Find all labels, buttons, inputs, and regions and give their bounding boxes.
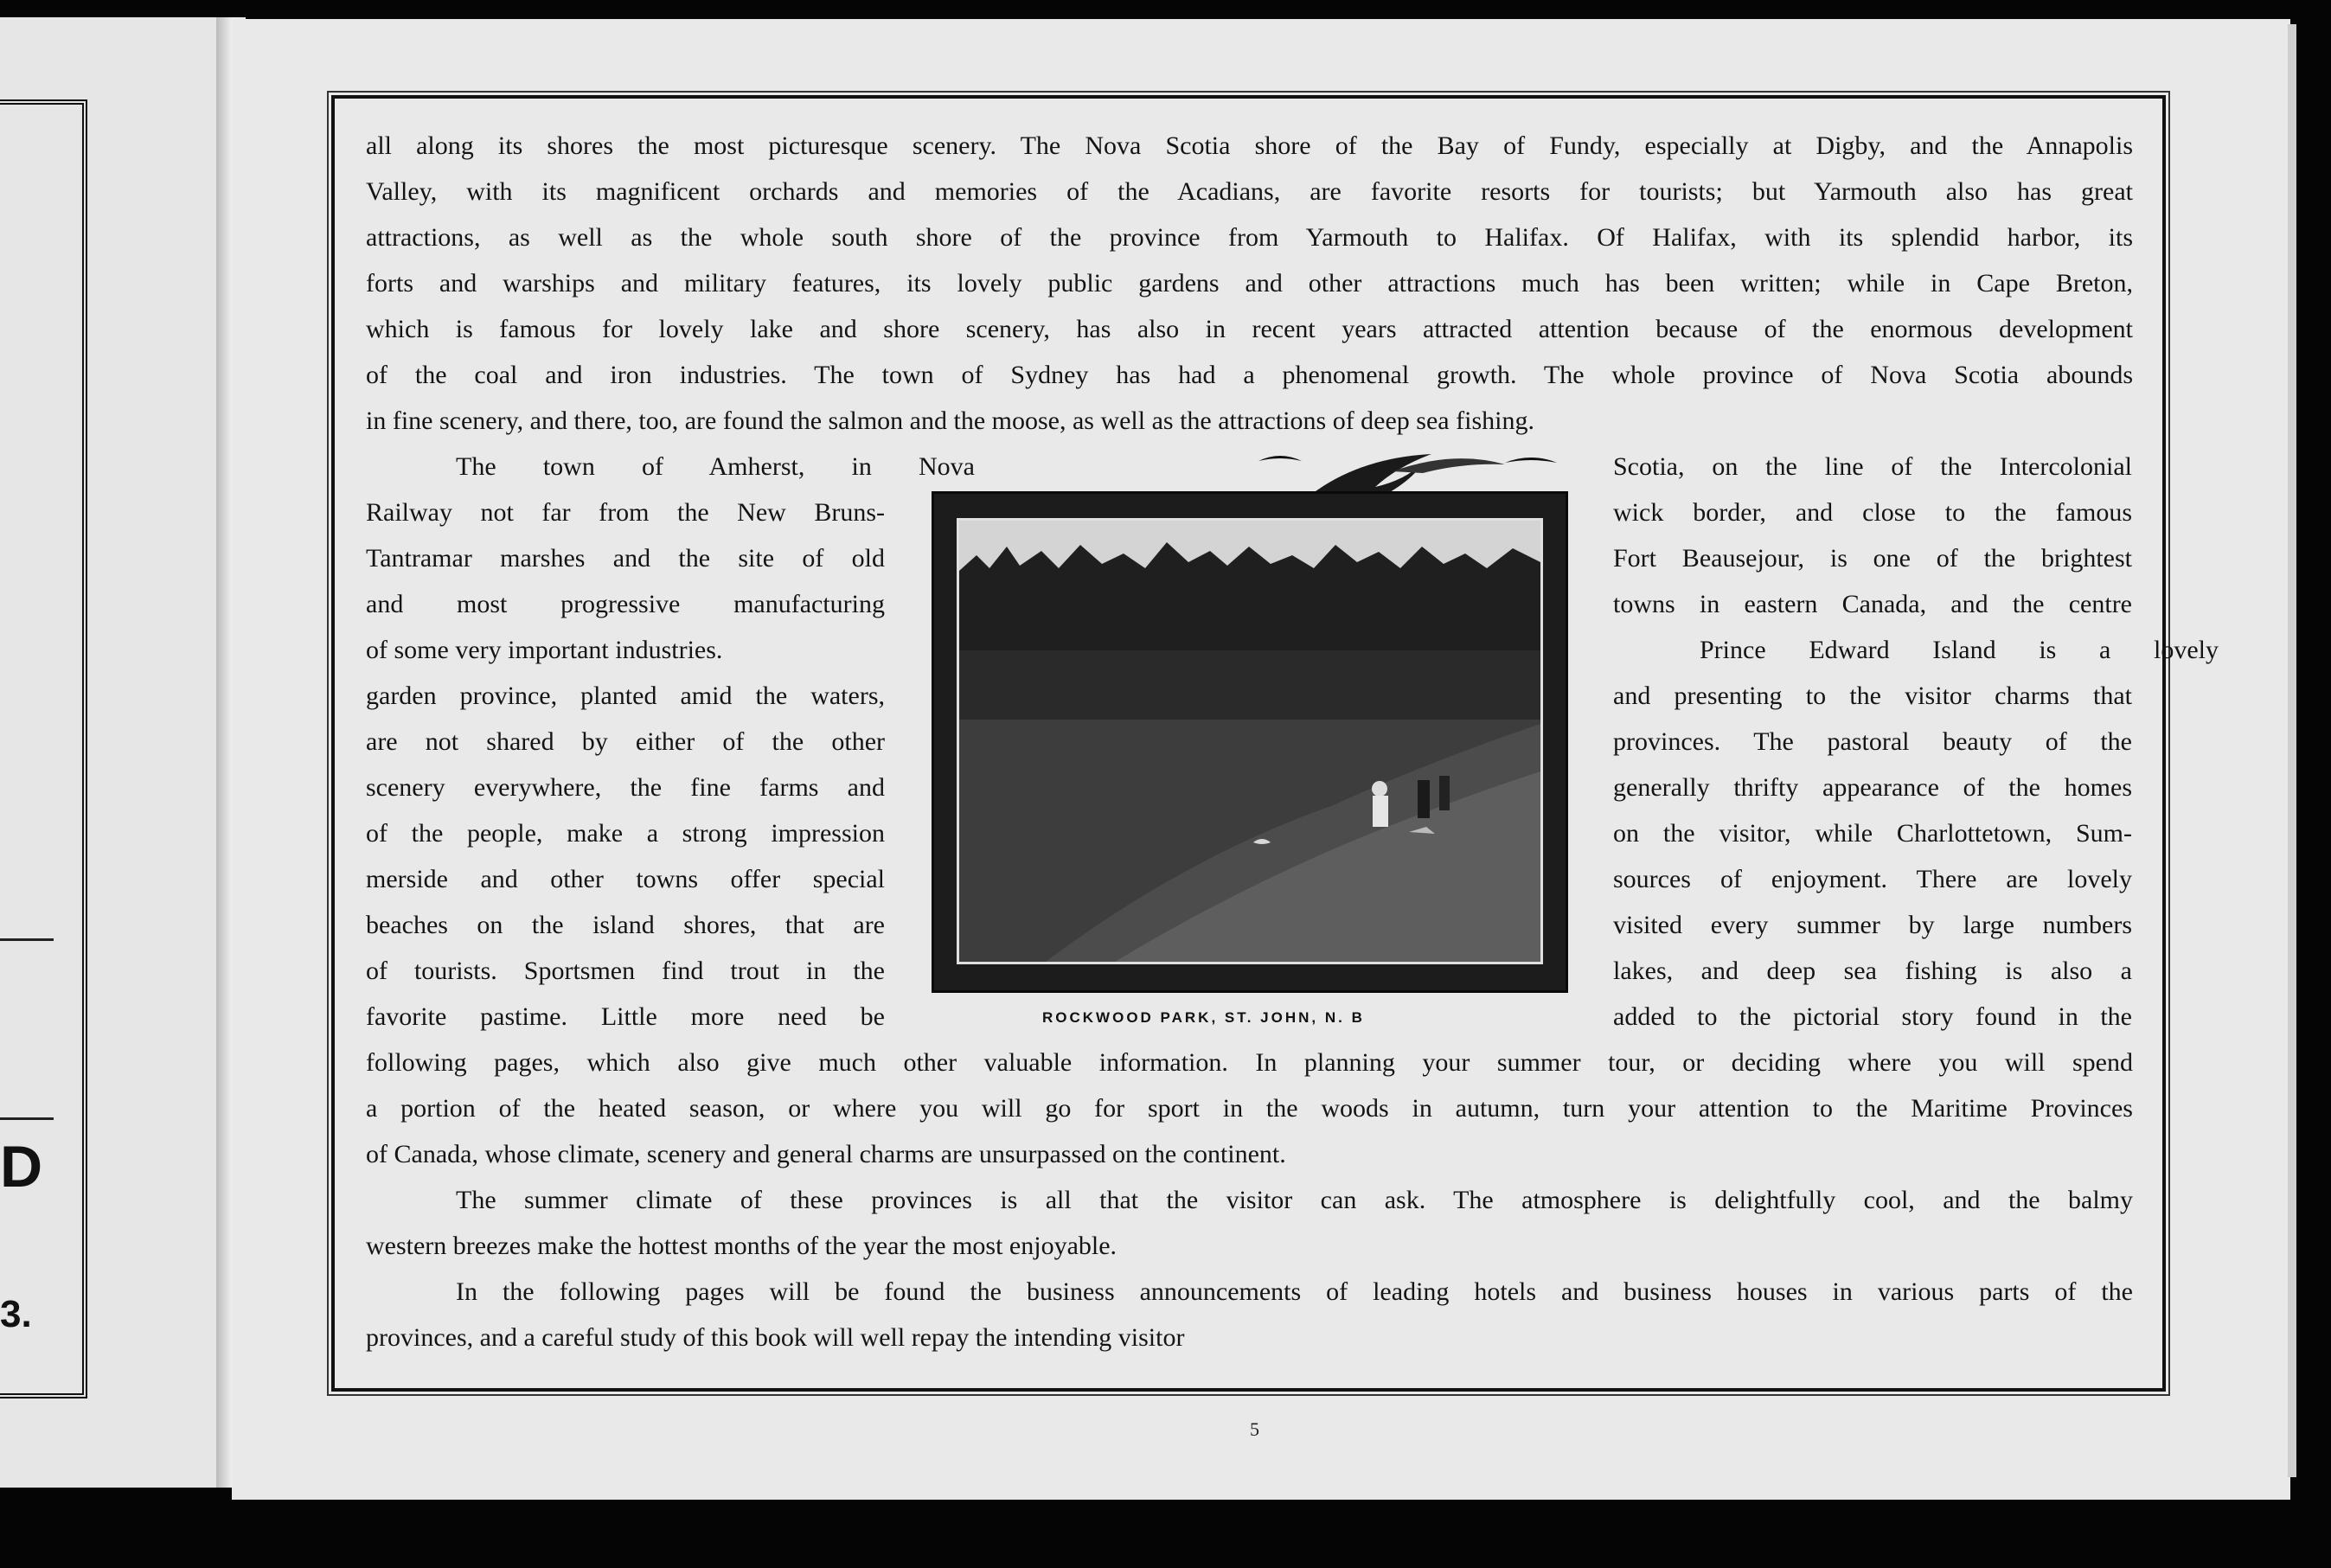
left-page-rule: [0, 938, 54, 941]
column-line: lakes, and deep sea fishing is also a: [1613, 957, 2132, 985]
column-line: Prince Edward Island is a lovely: [1700, 636, 2219, 664]
page-edge: [2288, 24, 2296, 1477]
column-line: on the visitor, while Charlottetown, Sum-: [1613, 819, 2132, 848]
left-page-fragment: 3.: [0, 1293, 32, 1335]
column-line: beaches on the island shores, that are: [366, 911, 885, 939]
column-line: of the people, make a strong impression: [366, 819, 885, 848]
column-line: of tourists. Sportsmen find trout in the: [366, 957, 885, 985]
text-line: Valley, with its magnificent orchards and memories of the Acadians, are favorite resorts for tourists; but Yarmouth also has great: [366, 177, 2133, 206]
text-line: western breezes make the hottest months of the year the most enjoyable.: [366, 1232, 1117, 1260]
left-page-fragment: D: [0, 1134, 43, 1200]
column-line: and most progressive manufacturing: [366, 590, 885, 618]
photo-caption: ROCKWOOD PARK, ST. JOHN, N. B: [1042, 1009, 1365, 1026]
column-line: provinces. The pastoral beauty of the: [1613, 727, 2132, 756]
column-line: added to the pictorial story found in the: [1613, 1002, 2132, 1031]
column-line: are not shared by either of the other: [366, 727, 885, 756]
column-line: generally thrifty appearance of the homes: [1613, 773, 2132, 802]
text-line: which is famous for lovely lake and shore scenery, has also in recent years attracted attention because of the enormous development: [366, 315, 2133, 343]
text-line: a portion of the heated season, or where you will go for sport in the woods in autumn, turn your attention to the Maritime Provinces: [366, 1094, 2133, 1123]
text-line: The summer climate of these provinces is all that the visitor can ask. The atmosphere is delightfully cool, and the balmy: [456, 1186, 2133, 1214]
left-page-rule: [0, 1117, 54, 1120]
column-line: Scotia, on the line of the Intercolonial: [1613, 452, 2132, 481]
left-page-border: [0, 99, 87, 1398]
text-line: of Canada, whose climate, scenery and general charms are unsurpassed on the continent.: [366, 1140, 1286, 1168]
column-line: wick border, and close to the famous: [1613, 498, 2132, 527]
column-line: The town of Amherst, in Nova: [456, 452, 975, 481]
photo-frame: [932, 491, 1568, 993]
text-line: following pages, which also give much other valuable information. In planning your summer tour, or deciding where you will spend: [366, 1048, 2133, 1077]
text-line: forts and warships and military features, its lovely public gardens and other attractions much has been written; while in Cape Breton,: [366, 269, 2133, 298]
column-line: scenery everywhere, the fine farms and: [366, 773, 885, 802]
park-photo: [957, 518, 1543, 964]
text-line: provinces, and a careful study of this book will well repay the intending visitor: [366, 1323, 1185, 1352]
column-line: favorite pastime. Little more need be: [366, 1002, 885, 1031]
column-line: merside and other towns offer special: [366, 865, 885, 893]
text-line: In the following pages will be found the business announcements of leading hotels and business houses in various parts of the: [456, 1277, 2133, 1306]
column-line: towns in eastern Canada, and the centre: [1613, 590, 2132, 618]
column-line: sources of enjoyment. There are lovely: [1613, 865, 2132, 893]
text-line: in fine scenery, and there, too, are found the salmon and the moose, as well as the attractions of deep sea fishing.: [366, 406, 1534, 435]
text-line: all along its shores the most picturesque scenery. The Nova Scotia shore of the Bay of Fundy, especially at Digby, and the Annapolis: [366, 131, 2133, 160]
left-page: [0, 17, 223, 1488]
column-line: Tantramar marshes and the site of old: [366, 544, 885, 573]
column-line: and presenting to the visitor charms that: [1613, 682, 2132, 710]
park-scene: [959, 521, 1540, 962]
column-line: garden province, planted amid the waters,: [366, 682, 885, 710]
column-line: Railway not far from the New Bruns-: [366, 498, 885, 527]
column-line: visited every summer by large numbers: [1613, 911, 2132, 939]
column-line: Fort Beausejour, is one of the brightest: [1613, 544, 2132, 573]
page-number: 5: [1250, 1418, 1259, 1440]
text-line: of the coal and iron industries. The town of Sydney has had a phenomenal growth. The whole province of Nova Scotia abounds: [366, 361, 2133, 389]
text-line: attractions, as well as the whole south shore of the province from Yarmouth to Halifax. Of Halifax, with its splendid harbor, its: [366, 223, 2133, 252]
column-line: of some very important industries.: [366, 636, 723, 664]
